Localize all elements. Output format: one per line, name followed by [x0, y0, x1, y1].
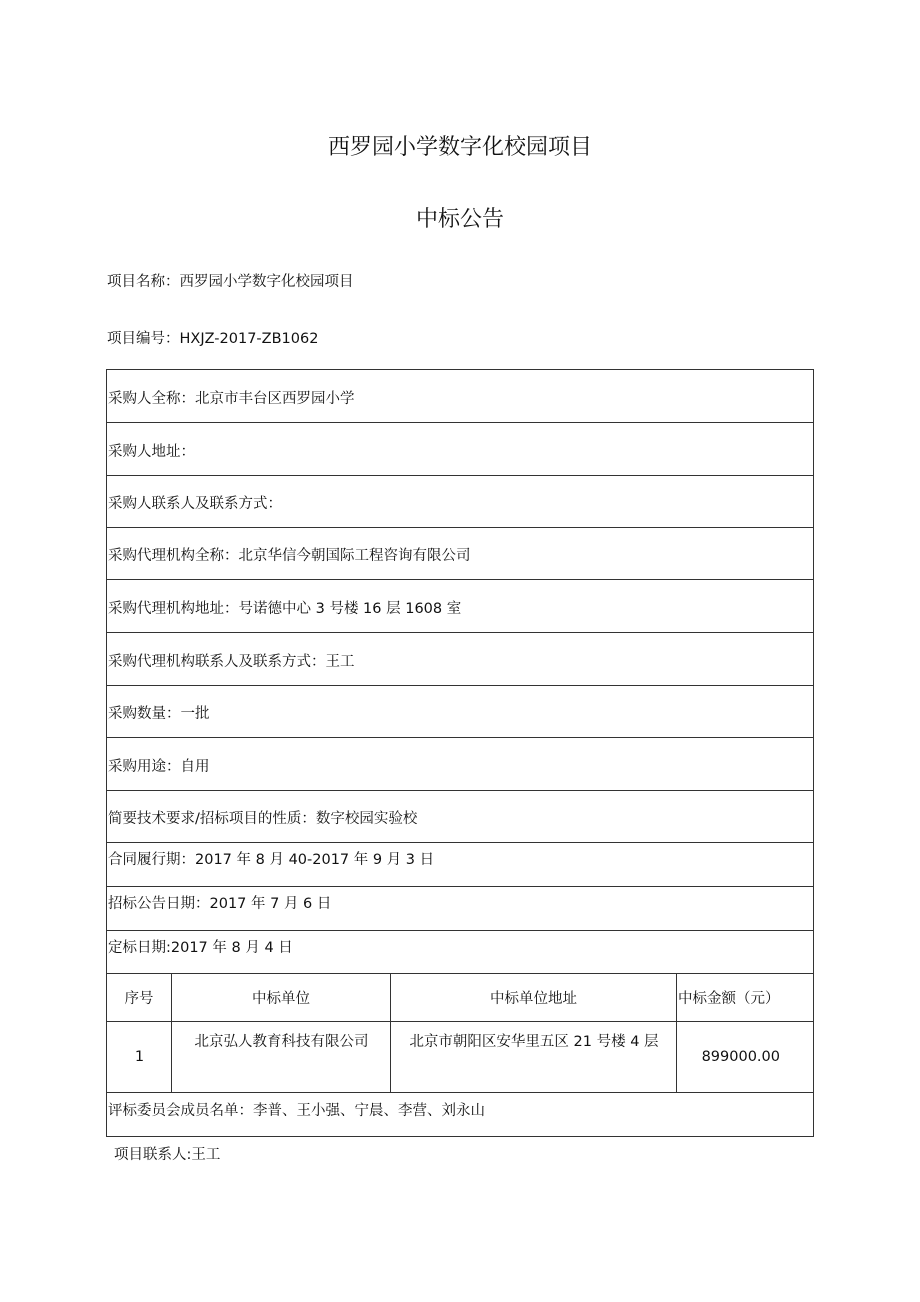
notice-date-row: 招标公告日期：2017 年 7 月 6 日	[107, 887, 814, 931]
agency-address-row: 采购代理机构地址：号诺德中心 3 号楼 16 层 1608 室	[107, 580, 814, 633]
buyer-address-row: 采购人地址：	[107, 423, 814, 476]
contract-period-row: 合同履行期：2017 年 8 月 40-2017 年 9 月 3 日	[107, 843, 814, 887]
document-title: 西罗园小学数字化校园项目	[327, 135, 592, 160]
project-name: 项目名称：西罗园小学数字化校园项目	[107, 274, 354, 290]
winner-amount: 899000.00	[677, 1022, 814, 1093]
header-address: 中标单位地址	[391, 974, 677, 1022]
winner-seq: 1	[107, 1022, 172, 1093]
project-contact: 项目联系人:王工	[114, 1147, 221, 1163]
committee-row: 评标委员会成员名单：李普、王小强、宁晨、李营、刘永山	[107, 1093, 814, 1137]
announcement-table	[106, 369, 814, 1137]
agency-contact-row: 采购代理机构联系人及联系方式：王工	[107, 633, 814, 686]
header-amount: 中标金额（元）	[677, 974, 814, 1022]
buyer-name-row: 采购人全称：北京市丰台区西罗园小学	[107, 370, 814, 423]
winner-company: 北京弘人教育科技有限公司	[172, 1022, 391, 1093]
agency-name-row: 采购代理机构全称：北京华信今朝国际工程咨询有限公司	[107, 528, 814, 580]
award-date-row: 定标日期:2017 年 8 月 4 日	[107, 931, 814, 974]
quantity-row: 采购数量：一批	[107, 686, 814, 738]
buyer-contact-row: 采购人联系人及联系方式：	[107, 476, 814, 528]
header-company: 中标单位	[172, 974, 391, 1022]
document-subtitle: 中标公告	[415, 207, 504, 232]
winner-address: 北京市朝阳区安华里五区 21 号楼 4 层	[391, 1022, 677, 1093]
header-seq: 序号	[107, 974, 172, 1022]
usage-row: 采购用途：自用	[107, 738, 814, 791]
requirements-row: 简要技术要求/招标项目的性质：数字校园实验校	[107, 791, 814, 843]
project-code: 项目编号：HXJZ-2017-ZB1062	[107, 331, 319, 347]
